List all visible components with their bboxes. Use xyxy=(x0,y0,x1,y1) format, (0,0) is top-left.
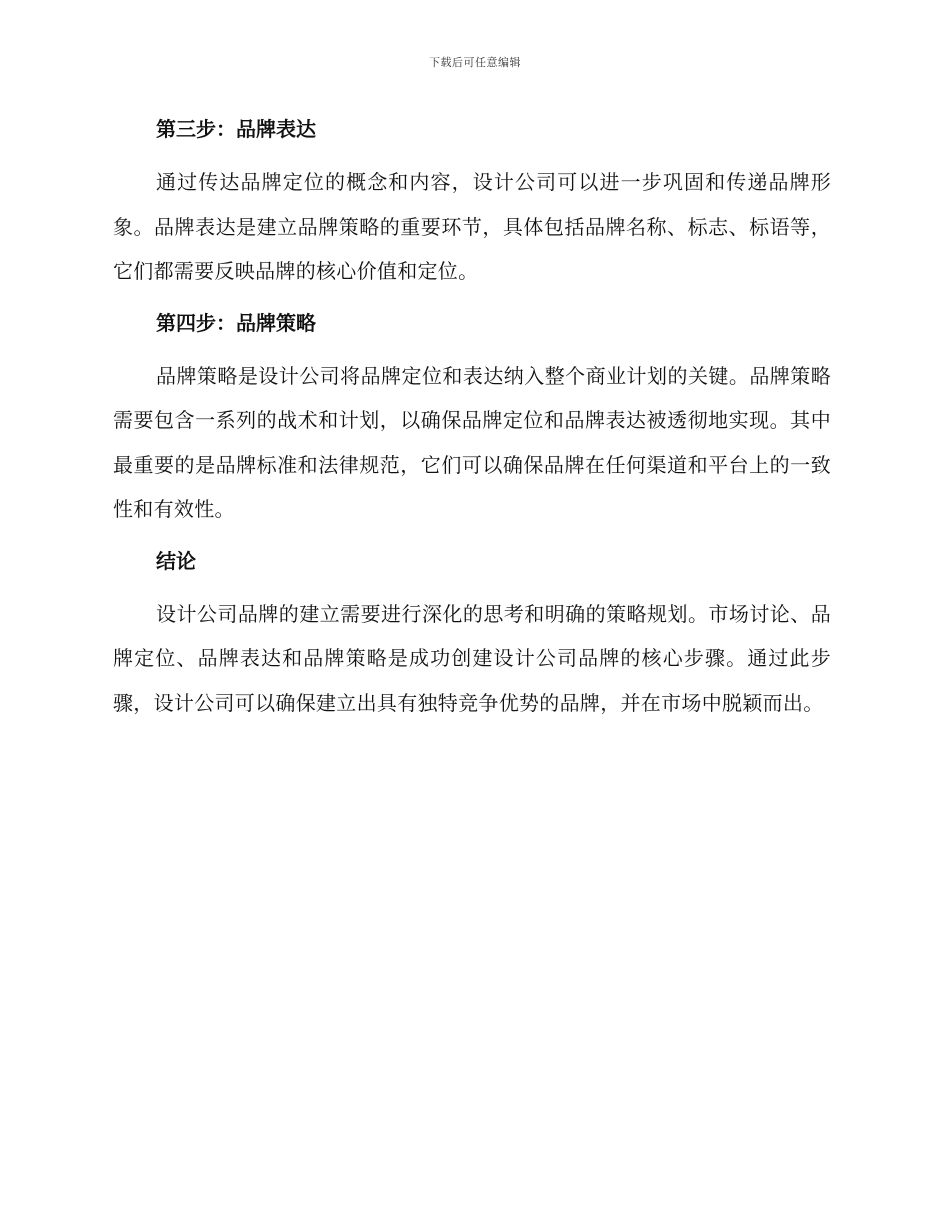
section-heading-conclusion: 结论 xyxy=(156,548,196,573)
section-paragraph-step-three: 通过传达品牌定位的概念和内容，设计公司可以进一步巩固和传递品牌形象。品牌表达是建立品牌策略的重要环节，具体包括品牌名称、标志、标语等，它们都需要反映品牌的核心价值和定位。 xyxy=(113,170,831,283)
section-paragraph-conclusion: 设计公司品牌的建立需要进行深化的思考和明确的策略规划。市场讨论、品牌定位、品牌表达和品牌策略是成功创建设计公司品牌的核心步骤。通过此步骤，设计公司可以确保建立出具有独特竞争优势的品牌，并在市场中脱颖而出。 xyxy=(113,601,831,715)
section-heading-step-three: 第三步：品牌表达 xyxy=(156,117,316,141)
header-note: 下载后可任意编辑 xyxy=(429,56,521,69)
document-body xyxy=(113,112,831,737)
section-heading-step-four: 第四步：品牌策略 xyxy=(156,310,316,335)
section-paragraph-step-four: 品牌策略是设计公司将品牌定位和表达纳入整个商业计划的关键。品牌策略需要包含一系列的战术和计划，以确保品牌定位和品牌表达被透彻地实现。其中最重要的是品牌标准和法律规范，它们可以确保品牌在任何渠道和平台上的一致性和有效性。 xyxy=(113,363,831,521)
